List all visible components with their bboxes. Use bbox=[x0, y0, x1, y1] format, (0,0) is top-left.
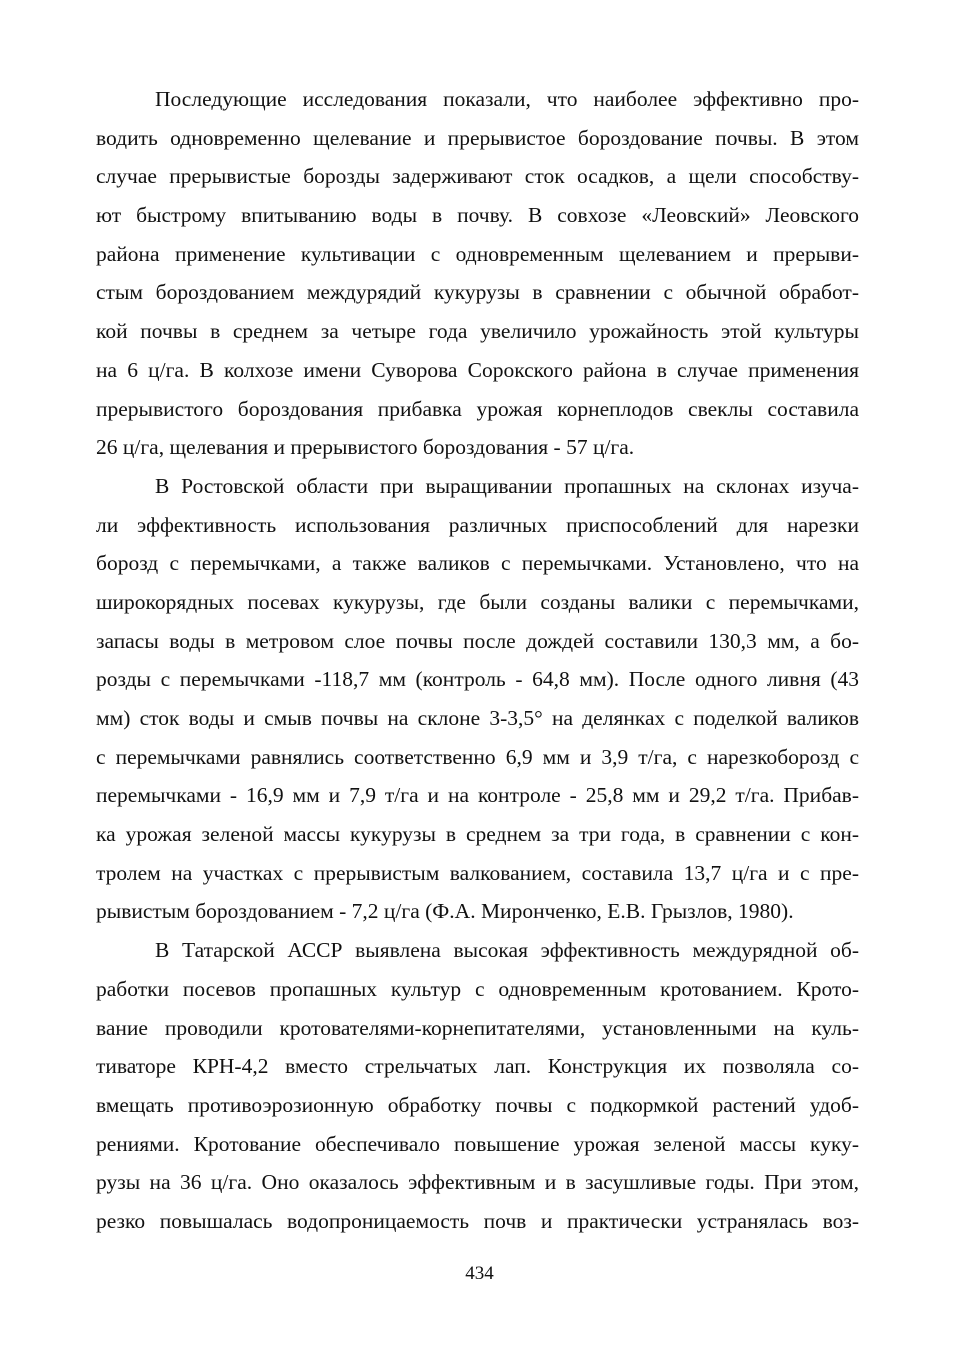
paragraph-1 bbox=[96, 80, 859, 467]
text-line: кой почвы в среднем за четыре года увеличило урожайность этой культуры bbox=[96, 319, 859, 344]
text-line: запасы воды в метровом слое почвы после дождей составили 130,3 мм, а бо- bbox=[96, 628, 859, 653]
text-line: перемычками - 16,9 мм и 7,9 т/га и на контроле - 25,8 мм и 29,2 т/га. Прибав- bbox=[96, 783, 859, 808]
text-line: работки посевов пропашных культур с одновременным кротованием. Крото- bbox=[96, 976, 859, 1001]
document-page bbox=[96, 80, 859, 1241]
text-line: тиваторе КРН-4,2 вместо стрельчатых лап. Конструкция их позволяла со- bbox=[96, 1054, 859, 1079]
text-line: с перемычками равнялись соответственно 6,9 мм и 3,9 т/га, с нарезкоборозд с bbox=[96, 744, 859, 769]
paragraph-3 bbox=[96, 931, 859, 1241]
text-line: ка урожая зеленой массы кукурузы в среднем за три года, в сравнении с кон- bbox=[96, 822, 859, 847]
text-line: Последующие исследования показали, что наиболее эффективно про- bbox=[155, 87, 859, 111]
text-line: водить одновременно щелевание и прерывистое бороздование почвы. В этом bbox=[96, 125, 859, 150]
text-line: 26 ц/га, щелевания и прерывистого бороздования - 57 ц/га. bbox=[96, 435, 635, 460]
text-line: вание проводили кротователями-корнепитателями, установленными на куль- bbox=[96, 1015, 859, 1040]
text-line: мм) сток воды и смыв почвы на склоне 3-3,5° на делянках с поделкой валиков bbox=[96, 706, 859, 730]
text-line: В Татарской АССР выявлена высокая эффективность междурядной об- bbox=[155, 938, 859, 963]
text-line: широкорядных посевах кукурузы, где были созданы валики с перемычками, bbox=[96, 589, 859, 614]
text-line: на 6 ц/га. В колхозе имени Суворова Сорокского района в случае применения bbox=[96, 357, 859, 382]
text-line: рениями. Кротование обеспечивало повышение урожая зеленой массы куку- bbox=[96, 1131, 859, 1156]
page-number: 434 bbox=[465, 1263, 494, 1284]
text-line: стым бороздованием междурядий кукурузы в сравнении с обычной обработ- bbox=[96, 280, 859, 305]
text-line: тролем на участках с прерывистым валкованием, составила 13,7 ц/га и с пре- bbox=[96, 860, 859, 885]
text-line: района применение культивации с одновременным щелеванием и прерыви- bbox=[96, 241, 859, 266]
text-line: ют быстрому впитыванию воды в почву. В совхозе «Леовский» Леовского bbox=[96, 203, 859, 228]
text-line: ли эффективность использования различных приспособлений для нарезки bbox=[96, 512, 859, 537]
text-line: В Ростовской области при выращивании пропашных на склонах изуча- bbox=[155, 473, 859, 498]
text-line: прерывистого бороздования прибавка урожая корнеплодов свеклы составила bbox=[96, 396, 859, 421]
text-line: резко повышалась водопроницаемость почв и практически устранялась воз- bbox=[96, 1208, 859, 1233]
text-line: вмещать противоэрозионную обработку почвы с подкормкой растений удоб- bbox=[96, 1092, 859, 1117]
text-line: случае прерывистые борозды задерживают сток осадков, а щели способству- bbox=[96, 164, 859, 189]
paragraph-2 bbox=[96, 467, 859, 931]
text-line: рывистым бороздованием - 7,2 ц/га (Ф.А. Миронченко, Е.В. Грызлов, 1980). bbox=[96, 899, 794, 924]
text-line: борозд с перемычками, а также валиков с перемычками. Установлено, что на bbox=[96, 551, 859, 576]
text-line: розды с перемычками -118,7 мм (контроль - 64,8 мм). После одного ливня (43 bbox=[96, 667, 859, 692]
text-line: рузы на 36 ц/га. Оно оказалось эффективным и в засушливые годы. При этом, bbox=[96, 1170, 859, 1195]
